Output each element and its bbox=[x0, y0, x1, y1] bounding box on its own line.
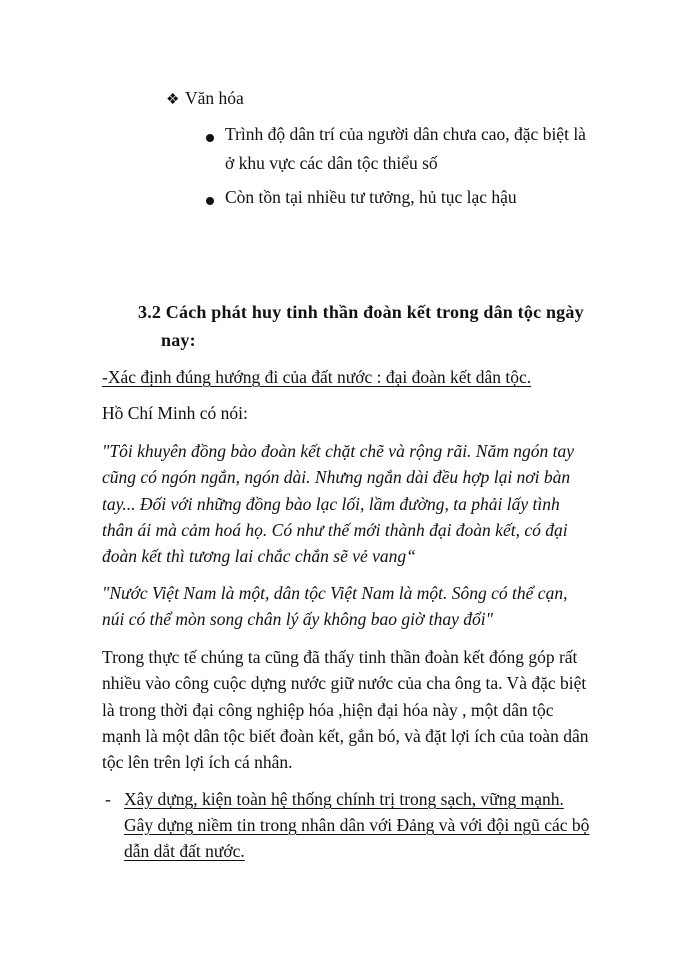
final-item-line-3: dẫn dắt đất nước. bbox=[124, 841, 245, 861]
final-item-line-2: Gây dựng niềm tin trong nhân dân với Đảng và với đội ngũ các bộ bbox=[124, 815, 590, 835]
paragraph-line-2: nhiều vào công cuộc dựng nước giữ nước của cha ông ta. Và đặc biệt bbox=[102, 673, 587, 693]
quote-1-line-3: tay... Đối với những đồng bào lạc lối, lầm đường, ta phải lấy tình bbox=[102, 494, 560, 514]
final-item-line-1: Xây dựng, kiện toàn hệ thống chính trị trong sạch, vững mạnh. bbox=[124, 789, 564, 809]
quote-2-line-2: núi có thể mòn song chân lý ấy không bao giờ thay đổi" bbox=[102, 609, 493, 629]
culture-bullet-1-line-2: ở khu vực các dân tộc thiểu số bbox=[225, 153, 438, 173]
bullet-dot-icon bbox=[206, 197, 214, 205]
diamond-bullet-icon: ❖ bbox=[166, 92, 180, 108]
quote-1-line-5: đoàn kết thì tương lai chắc chắn sẽ vẻ vang“ bbox=[102, 546, 416, 566]
quote-1-line-2: cũng có ngón ngắn, ngón dài. Nhưng ngắn dài đều hợp lại nơi bàn bbox=[102, 467, 571, 487]
direction-line: -Xác định đúng hướng đi của đất nước : đại đoàn kết dân tộc. bbox=[102, 367, 532, 387]
dash-marker: - bbox=[105, 789, 111, 809]
paragraph-line-1: Trong thực tế chúng ta cũng đã thấy tinh thần đoàn kết đóng góp rất bbox=[102, 647, 578, 667]
paragraph-line-5: tộc lên trên lợi ích cá nhân. bbox=[102, 752, 293, 772]
quote-intro: Hồ Chí Minh có nói: bbox=[102, 403, 248, 423]
culture-bullet-2-line-1: Còn tồn tại nhiều tư tưởng, hủ tục lạc hậu bbox=[225, 187, 517, 207]
section-heading-line-1: 3.2 Cách phát huy tinh thần đoàn kết trong dân tộc ngày bbox=[138, 302, 584, 322]
quote-1-line-4: thân ái mà cảm hoá họ. Có như thế mới thành đại đoàn kết, có đại bbox=[102, 520, 568, 540]
culture-bullet-1-line-1: Trình độ dân trí của người dân chưa cao, đặc biệt là bbox=[225, 124, 586, 144]
paragraph-line-3: là trong thời đại công nghiệp hóa ,hiện đại hóa này , một dân tộc bbox=[102, 700, 554, 720]
bullet-dot-icon bbox=[206, 134, 214, 142]
quote-2-line-1: "Nước Việt Nam là một, dân tộc Việt Nam là một. Sông có thể cạn, bbox=[102, 583, 568, 603]
culture-heading: Văn hóa bbox=[185, 88, 244, 108]
paragraph-line-4: mạnh là một dân tộc biết đoàn kết, gắn bó, và đặt lợi ích của toàn dân bbox=[102, 726, 589, 746]
section-heading-line-2: nay: bbox=[161, 330, 196, 350]
quote-1-line-1: "Tôi khuyên đồng bào đoàn kết chặt chẽ và rộng rãi. Năm ngón tay bbox=[102, 441, 574, 461]
